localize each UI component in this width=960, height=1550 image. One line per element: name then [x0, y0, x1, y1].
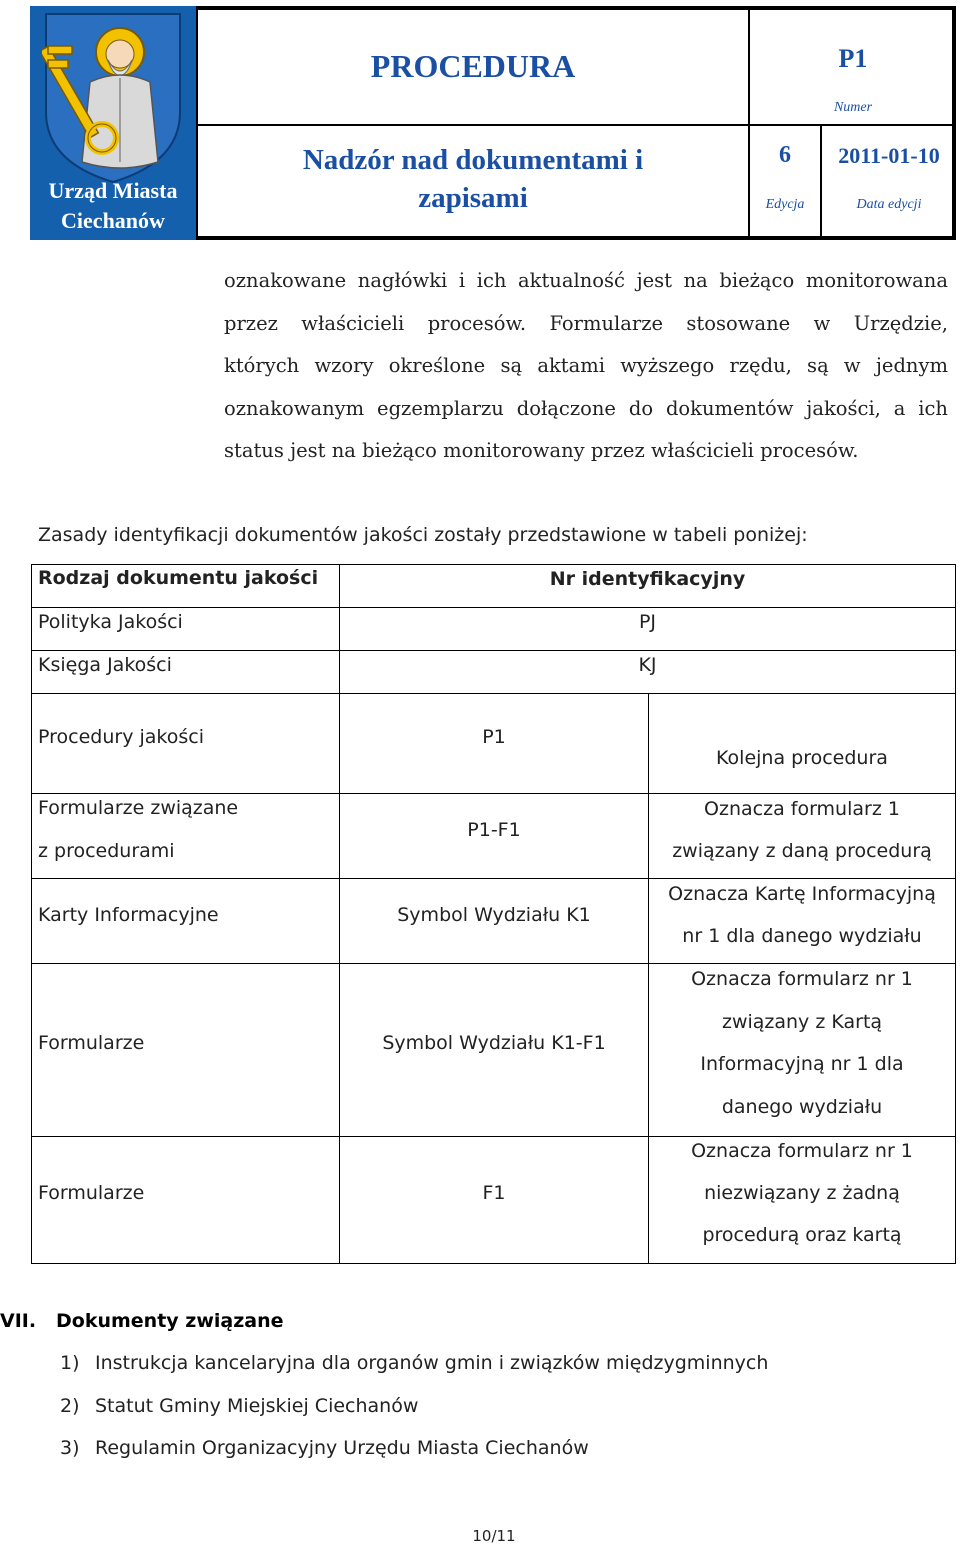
- page-number: 10/11: [472, 1527, 516, 1545]
- header-divider: [196, 124, 956, 126]
- list-item: Instrukcja kancelaryjna dla organów gmin i związków międzygminnych: [95, 1352, 769, 1374]
- intro-line: przez właścicieli procesów. Formularze stosowane w Urzędzie,: [224, 311, 948, 335]
- list-item: Statut Gminy Miejskiej Ciechanów: [95, 1395, 419, 1417]
- table-cell-symbol: Symbol Wydziału K1-F1: [382, 1032, 606, 1054]
- edition-date-label: Data edycji: [856, 197, 922, 212]
- office-name-line2: Ciechanów: [61, 208, 165, 233]
- edition-label: Edycja: [765, 197, 805, 212]
- table-cell-description: Oznacza formularz nr 1: [691, 968, 913, 990]
- table-cell-id: PJ: [638, 611, 657, 633]
- header-divider: [820, 124, 822, 240]
- table-cell-type: Formularze związane: [38, 797, 239, 819]
- table-cell-symbol: P1: [482, 726, 506, 748]
- list-item: Regulamin Organizacyjny Urzędu Miasta Ciechanów: [95, 1437, 589, 1459]
- coat-of-arms-icon: [42, 12, 184, 184]
- table-cell-description: związany z daną procedurą: [672, 840, 932, 862]
- table-cell-symbol: Symbol Wydziału K1: [397, 904, 591, 926]
- table-cell-description: Oznacza formularz nr 1: [691, 1140, 913, 1162]
- intro-line: których wzory określone są aktami wyższego rzędu, są w jednym: [224, 354, 948, 377]
- coat-of-arms-cell: [30, 6, 196, 240]
- table-cell-description: niezwiązany z żadną: [704, 1182, 900, 1204]
- intro-line: status jest na bieżąco monitorowany przez właścicieli procesów.: [224, 439, 859, 462]
- table-cell-description: Oznacza formularz 1: [704, 798, 900, 820]
- document-number-label: Numer: [833, 100, 873, 115]
- table-cell-description: nr 1 dla danego wydziału: [682, 925, 922, 947]
- table-cell-description: Kolejna procedura: [716, 747, 888, 769]
- list-item-number: 2): [60, 1395, 80, 1417]
- document-type: PROCEDURA: [370, 48, 576, 84]
- table-cell-description: związany z Kartą: [721, 1011, 883, 1033]
- table-cell-type: Formularze: [38, 1032, 145, 1054]
- intro-paragraph: [224, 260, 948, 473]
- document-number: P1: [838, 44, 868, 73]
- table-header-type: Rodzaj dokumentu jakości: [38, 567, 319, 589]
- table-cell-type: Karty Informacyjne: [38, 904, 219, 926]
- table-cell-type: Procedury jakości: [38, 726, 204, 748]
- section-number: VII.: [0, 1310, 37, 1332]
- table-intro-text: Zasady identyfikacji dokumentów jakości zostały przedstawione w tabeli poniżej:: [38, 524, 808, 546]
- table-cell-type: Formularze: [38, 1182, 145, 1204]
- document-title-line1: Nadzór nad dokumentami i: [302, 144, 644, 176]
- edition-value: 6: [779, 142, 791, 168]
- table-cell-description: danego wydziału: [721, 1096, 883, 1118]
- table-cell-symbol: P1-F1: [467, 819, 521, 841]
- intro-line: oznakowanym egzemplarzu dołączone do dokumentów jakości, a ich: [224, 396, 948, 420]
- table-cell-description: procedurą oraz kartą: [702, 1224, 902, 1246]
- table-cell-description: Informacyjną nr 1 dla: [700, 1053, 904, 1075]
- list-item-number: 3): [60, 1437, 80, 1459]
- document-title-line2: zapisami: [418, 182, 528, 214]
- table-cell-description: Oznacza Kartę Informacyjną: [668, 883, 936, 905]
- table-cell-type: z procedurami: [38, 840, 175, 862]
- table-header-id: Nr identyfikacyjny: [549, 568, 746, 590]
- table-cell-type: Polityka Jakości: [38, 611, 183, 633]
- table-cell-type: Księga Jakości: [38, 654, 172, 676]
- table-cell-symbol: F1: [482, 1182, 506, 1204]
- list-item-number: 1): [60, 1352, 80, 1374]
- edition-date-value: 2011-01-10: [838, 143, 940, 168]
- section-title: Dokumenty związane: [56, 1310, 284, 1332]
- table-cell-id: KJ: [638, 654, 657, 676]
- intro-line: oznakowane nagłówki i ich aktualność jest na bieżąco monitorowana: [224, 269, 948, 292]
- office-name-line1: Urząd Miasta: [48, 178, 178, 203]
